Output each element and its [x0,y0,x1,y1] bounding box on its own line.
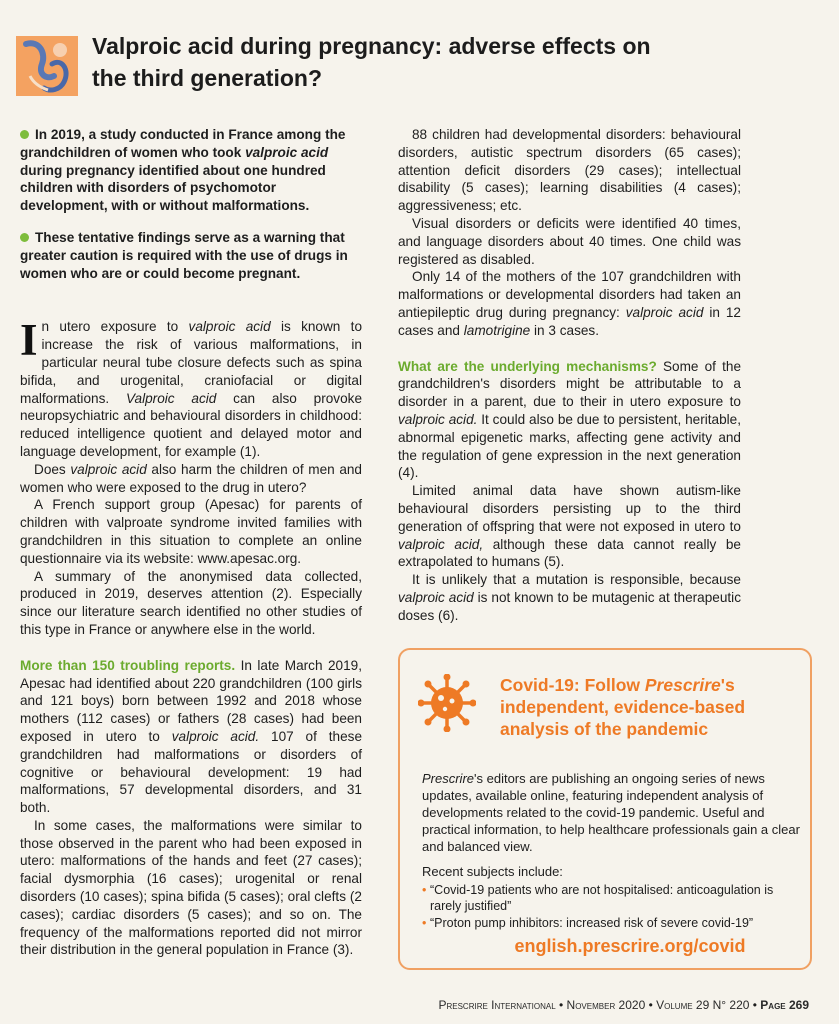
paragraph: It is unlikely that a mutation is responsible, because valproic acid is not known to be mutagenic at therapeutic doses (6). [398,572,741,623]
paragraph: Limited animal data have shown autism-like behavioural disorders persisting up to the third generation of offspring that were not exposed in utero to valproic acid, although these data cannot really be extrapolated to humans (5). [398,483,741,570]
list-item: • “Covid-19 patients who are not hospitalised: anticoagulation is rarely justified” [422,882,800,914]
section-paragraph: What are the underlying mechanisms? Some of the grandchildren's disorders might be attributable to a disorder in a parent, due to their in utero exposure to valproic acid. It could also be due to persistent, heritable, abnormal epigenetic marks, affecting gene activity and the regulation of gene expression in the next generation (4). [398,358,742,481]
bullet-dot-icon [20,130,29,139]
paragraph: In some cases, the malformations were similar to those observed in the parent who had been exposed in utero: malformations of the hands and feet (27 cases); facial dysmorphia (16 cases); urogenital or renal disorders (10 cases); spina bifida (5 cases); oral clefts (2 cases); cardiac disorders (5 cases); and so on. The frequency of the malformations reported did not mirror their distribution in the general population in France (3). [20,817,362,958]
box-subjects-list [422,882,800,932]
drop-cap: I [20,315,38,366]
paragraph: Only 14 of the mothers of the 107 grandchildren with malformations or developmental disorders had taken an antiepileptic drug during pregnancy: valproic acid in 12 cases and lamotrigine in 3 cases. [398,269,741,338]
left-column [20,126,362,959]
page-number: Page 269 [760,998,809,1012]
box-body: Prescrire's editors are publishing an ongoing series of news updates, available online, featuring independent analysis of developments related to the covid-19 pandemic. Useful and practical information, to help healthcare professionals gain a clear and balanced view. [422,771,800,854]
paragraph: Visual disorders or deficits were identified 40 times, and language disorders about 40 times. One child was registered as disabled. [398,215,741,267]
section-heading: More than 150 troubling reports. [20,657,236,673]
box-subjects-label: Recent subjects include: [422,864,563,879]
key-point-1: In 2019, a study conducted in France among the grandchildren of women who took valproic acid during pregnancy identified about one hundred children with disorders of psychomotor development, with or without malformations. [20,127,346,214]
section-paragraph: More than 150 troubling reports. In late March 2019, Apesac had identified about 220 grandchildren (100 girls and 121 boys) born between 1992 and 2018 whose mothers (112 cases) or fathers (28 cases) had been exposed in utero to valproic acid. 107 of these grandchildren had malformations or disorders of cognitive or behavioural development: 19 had malformations, 57 developmental disorders, and 31 both. [20,657,362,816]
paragraph: A French support group (Apesac) for parents of children with valproate syndrome invited families with grandchildren in this situation to complete an online questionnaire via its website: www.apesac.org. [20,497,362,566]
right-column [398,126,741,625]
covid-link[interactable]: english.prescrire.org/covid [514,936,746,956]
covid-info-box [398,648,812,970]
prescrire-logo-icon [16,36,78,96]
section-heading: What are the underlying mechanisms? [398,358,657,374]
bullet-dot-icon [20,233,29,242]
article-title: Valproic acid during pregnancy: adverse effects on the third generation? [92,33,651,91]
virus-icon [418,674,476,732]
box-title: Covid-19: Follow Prescrire's independent, evidence-based analysis of the pandemic [500,675,746,739]
paragraph: A summary of the anonymised data collected, produced in 2019, deserves attention (2). Especially since our literature search identified no other studies of this type in France or anywhere else in the world. [20,568,362,637]
intro-paragraph: In utero exposure to valproic acid is known to increase the risk of various malformations, in particular neural tube closure defects such as spina bifida, and urogenital, craniofacial or digital malformations. Valproic acid can also provoke neuropsychiatric and behavioural disorders in childhood: reduced intelligence quotient and delayed motor and language development, for example (1). [20,315,363,459]
paragraph: Does valproic acid also harm the children of men and women who were exposed to the drug in utero? [20,461,362,495]
key-point-2: These tentative findings serve as a warning that greater caution is required with the use of drugs in women who are or could become pregnant. [20,229,348,281]
paragraph: 88 children had developmental disorders: behavioural disorders, autistic spectrum disorders (65 cases); attention deficit disorders (29 cases); intellectual disability (5 cases); learning disabilities (4 cases); aggressiveness; etc. [398,127,741,214]
list-item: • “Proton pump inhibitors: increased risk of severe covid-19” [422,915,800,931]
page-footer: Prescrire International • November 2020 • Volume 29 N° 220 • Page 269 [438,998,809,1012]
